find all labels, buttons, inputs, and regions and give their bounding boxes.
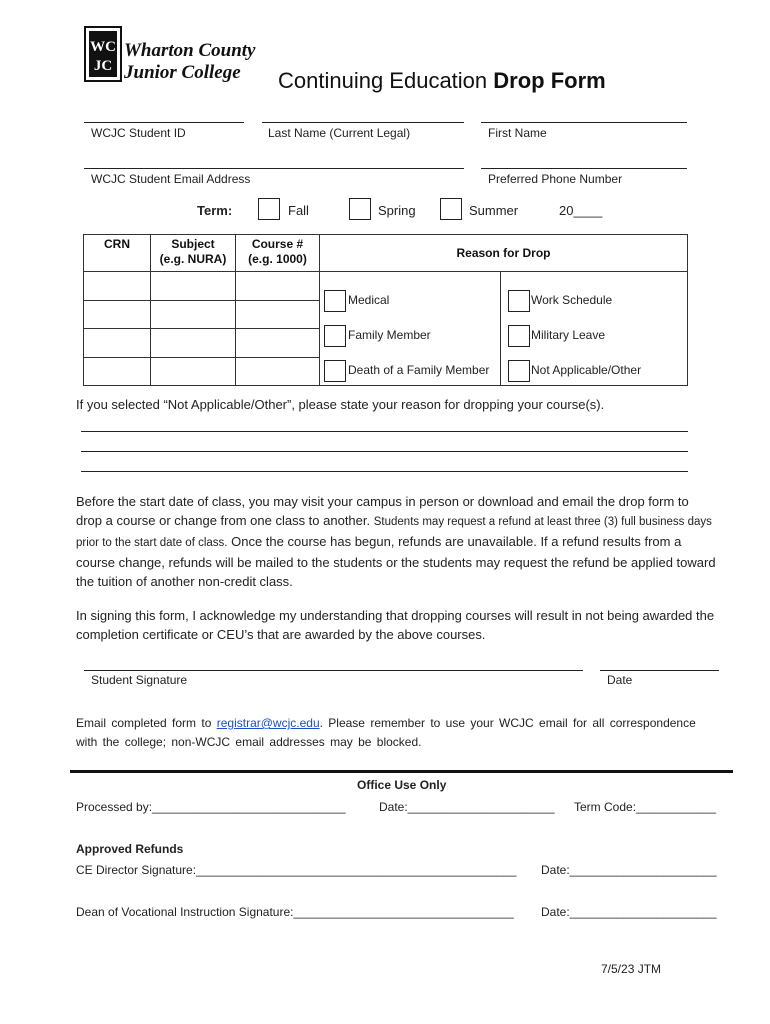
other-reason-line-2[interactable]	[81, 451, 688, 452]
reason-death-checkbox[interactable]	[324, 360, 346, 382]
subject-example: (e.g. NURA)	[159, 252, 227, 266]
other-reason-prompt: If you selected “Not Applicable/Other”, please state your reason for dropping your course(s).	[76, 397, 605, 412]
refund-policy-paragraph	[76, 492, 716, 591]
student-signature-field[interactable]	[84, 670, 583, 671]
term-code-field[interactable]: Term Code:____________	[574, 800, 717, 814]
reason-family-checkbox[interactable]	[324, 325, 346, 347]
term-spring-label: Spring	[378, 203, 416, 218]
acknowledgement-paragraph: In signing this form, I acknowledge my understanding that dropping courses will result in not being awarded the completion certificate or CEU’s that are awarded by the above courses.	[76, 608, 715, 642]
policy-part-1: Before the start date of class, you may visit your campus in person or download and email the drop form to drop a course or change from one class to another.	[76, 494, 689, 528]
term-label: Term:	[197, 203, 233, 218]
last-name-field[interactable]	[262, 122, 464, 123]
logo-line-2: Junior College	[124, 62, 241, 83]
office-use-heading: Office Use Only	[357, 778, 447, 792]
term-year-field[interactable]: 20____	[559, 203, 603, 218]
reason-death-label: Death of a Family Member	[348, 363, 490, 377]
student-id-field[interactable]	[84, 122, 244, 123]
reason-family-label: Family Member	[348, 328, 431, 342]
course-cell-1[interactable]	[236, 272, 320, 301]
signature-date-field[interactable]	[600, 670, 719, 671]
svg-text:WC: WC	[90, 39, 116, 55]
term-summer-label: Summer	[469, 203, 519, 218]
signature-date-label: Date	[607, 673, 633, 687]
title-regular: Continuing Education	[278, 68, 488, 93]
term-summer-checkbox[interactable]	[440, 198, 462, 220]
title-bold: Drop Form	[493, 68, 606, 93]
term-spring-checkbox[interactable]	[349, 198, 371, 220]
svg-text:JC: JC	[93, 58, 113, 74]
ce-director-date-field[interactable]: Date:______________________	[541, 863, 717, 877]
first-name-field[interactable]	[481, 122, 687, 123]
first-name-label: First Name	[488, 126, 547, 140]
reason-military-label: Military Leave	[531, 328, 606, 342]
office-date-field[interactable]: Date:______________________	[379, 800, 555, 814]
course-example: (e.g. 1000)	[248, 252, 307, 266]
crn-header	[84, 235, 151, 272]
email-label: WCJC Student Email Address	[91, 172, 251, 186]
course-table	[83, 234, 688, 386]
processed-by-field[interactable]: Processed by:_____________________________	[76, 800, 346, 814]
last-name-label: Last Name (Current Legal)	[268, 126, 411, 140]
phone-label: Preferred Phone Number	[488, 172, 623, 186]
email-note-after: . Please remember to use your WCJC email for all correspondence with the college; non-WCJC email addresses may be blocked.	[76, 716, 696, 749]
subject-cell-2[interactable]	[151, 301, 236, 329]
reason-other-label: Not Applicable/Other	[531, 363, 642, 377]
registrar-email-link[interactable]: registrar@wcjc.edu	[216, 716, 320, 730]
crn-cell-2[interactable]	[84, 301, 151, 329]
crn-cell-3[interactable]	[84, 329, 151, 357]
office-divider	[70, 770, 733, 773]
policy-part-2: Students may request a refund at least three (3) full business days prior to the start date of class.	[76, 516, 712, 549]
logo-line-1: Wharton County	[124, 40, 256, 61]
reason-medical-checkbox[interactable]	[324, 290, 346, 312]
reason-options	[320, 272, 688, 386]
subject-header	[151, 235, 236, 272]
reason-other-checkbox[interactable]	[508, 360, 530, 382]
student-signature-label: Student Signature	[91, 673, 188, 687]
course-header-text: Course #	[251, 237, 304, 251]
crn-cell-1[interactable]	[84, 272, 151, 301]
subject-header-text: Subject	[171, 237, 215, 251]
course-cell-3[interactable]	[236, 329, 320, 357]
subject-cell-3[interactable]	[151, 329, 236, 357]
crn-cell-4[interactable]	[84, 357, 151, 385]
page-title	[278, 68, 606, 94]
crn-header-text: CRN	[104, 237, 130, 251]
ce-director-signature-field[interactable]: CE Director Signature:________________________________________________	[76, 863, 517, 877]
reason-header-text: Reason for Drop	[456, 245, 551, 260]
approved-refunds-heading: Approved Refunds	[76, 842, 184, 856]
course-header	[236, 235, 320, 272]
reason-work-checkbox[interactable]	[508, 290, 530, 312]
subject-cell-1[interactable]	[151, 272, 236, 301]
college-logo-monogram	[84, 26, 122, 82]
course-cell-2[interactable]	[236, 301, 320, 329]
college-logo-name	[124, 40, 255, 84]
term-fall-checkbox[interactable]	[258, 198, 280, 220]
policy-part-3: Once the course has begun, refunds are unavailable. If a refund results from a course change, refunds will be mailed to the students or the students may request the refund be applied toward the tuition of another non-credit class.	[76, 534, 716, 589]
reason-military-checkbox[interactable]	[508, 325, 530, 347]
dean-date-field[interactable]: Date:______________________	[541, 905, 717, 919]
email-field[interactable]	[84, 168, 464, 169]
reason-work-label: Work Schedule	[531, 293, 613, 307]
dean-signature-field[interactable]: Dean of Vocational Instruction Signature:_________________________________	[76, 905, 514, 919]
course-cell-4[interactable]	[236, 357, 320, 385]
student-id-label: WCJC Student ID	[91, 126, 186, 140]
phone-field[interactable]	[481, 168, 687, 169]
other-reason-line-1[interactable]	[81, 431, 688, 432]
reason-medical-label: Medical	[348, 293, 390, 307]
revision-code: 7/5/23 JTM	[601, 962, 662, 976]
email-note	[76, 714, 716, 752]
term-fall-label: Fall	[288, 203, 309, 218]
other-reason-line-3[interactable]	[81, 471, 688, 472]
reason-header	[320, 235, 688, 272]
email-note-before: Email completed form to	[76, 716, 212, 730]
reason-divider	[500, 272, 501, 385]
subject-cell-4[interactable]	[151, 357, 236, 385]
